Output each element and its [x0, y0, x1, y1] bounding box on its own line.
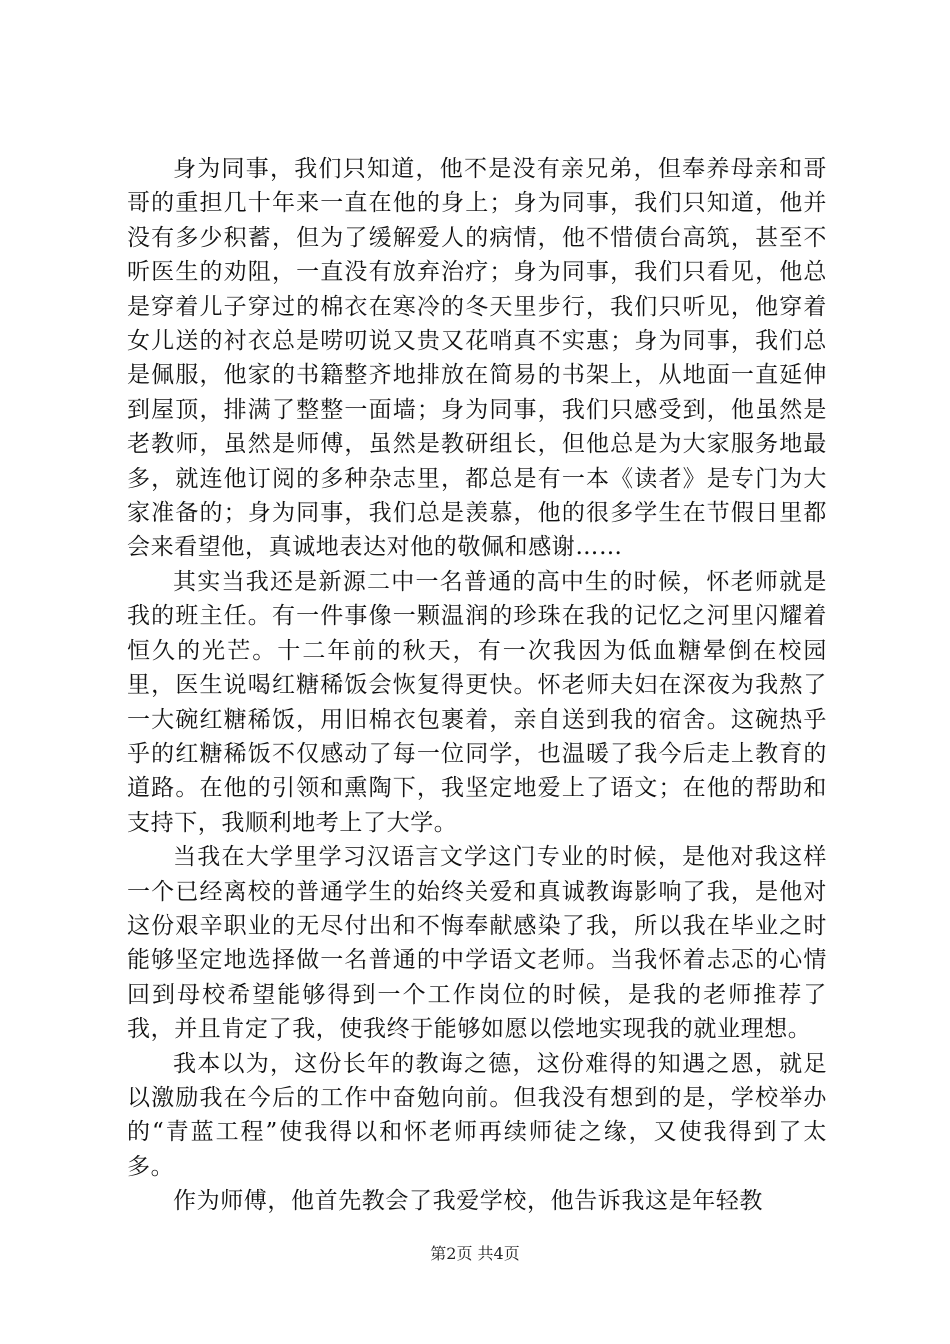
paragraph-colleague-testimony: 身为同事，我们只知道，他不是没有亲兄弟，但奉养母亲和哥哥的重担几十年来一直在他的身上；身为同事，我们只知道，他并没有多少积蓄，但为了缓解爱人的病情，他不惜债台高筑，甚至不听医生的劝阻，一直没有放弃治疗；身为同事，我们只看见，他总是穿着儿子穿过的棉衣在寒冷的冬天里步行，我们只听见，他穿着女儿送的衬衣总是唠叨说又贵又花哨真不实惠；身为同事，我们总是佩服，他家的书籍整齐地排放在简易的书架上，从地面一直延伸到屋顶，排满了整整一面墙；身为同事，我们只感受到，他虽然是老教师，虽然是师傅，虽然是教研组长，但他总是为大家服务地最多，就连他订阅的多种杂志里，都总是有一本《读者》是专门为大家准备的；身为同事，我们总是羡慕，他的很多学生在节假日里都会来看望他，真诚地表达对他的敬佩和感谢……	[127, 156, 827, 561]
paragraph-as-mentor: 作为师傅，他首先教会了我爱学校，他告诉我这是年轻教	[173, 1188, 763, 1215]
paragraph-university-career: 当我在大学里学习汉语言文学这门专业的时候，是他对我这样一个已经离校的普通学生的始终关爱和真诚教诲影响了我，是他对这份艰辛职业的无尽付出和不悔奉献感染了我，所以我在毕业之时能够坚定地选择做一名普通的中学语文老师。当我怀着忐忑的心情回到母校希望能够得到一个工作岗位的时候，是我的老师推荐了我，并且肯定了我，使我终于能够如愿以偿地实现我的就业理想。	[127, 844, 827, 1043]
page-number-footer: 第2页 共4页	[430, 1244, 520, 1263]
paragraph-qinglan-project: 我本以为，这份长年的教诲之德，这份难得的知遇之恩，就足以激励我在今后的工作中奋勉向前。但我没有想到的是，学校举办的“青蓝工程”使我得以和怀老师再续师徒之缘，又使我得到了太多。	[127, 1050, 827, 1180]
paragraph-high-school-memory: 其实当我还是新源二中一名普通的高中生的时候，怀老师就是我的班主任。有一件事像一颗温润的珍珠在我的记忆之河里闪耀着恒久的光芒。十二年前的秋天，有一次我因为低血糖晕倒在校园里，医生说喝红糖稀饭会恢复得更快。怀老师夫妇在深夜为我熬了一大碗红糖稀饭，用旧棉衣包裹着，亲自送到我的宿舍。这碗热乎乎的红糖稀饭不仅感动了每一位同学，也温暖了我今后走上教育的道路。在他的引领和熏陶下，我坚定地爱上了语文；在他的帮助和支持下，我顺利地考上了大学。	[127, 568, 827, 836]
document-body	[127, 152, 827, 1219]
